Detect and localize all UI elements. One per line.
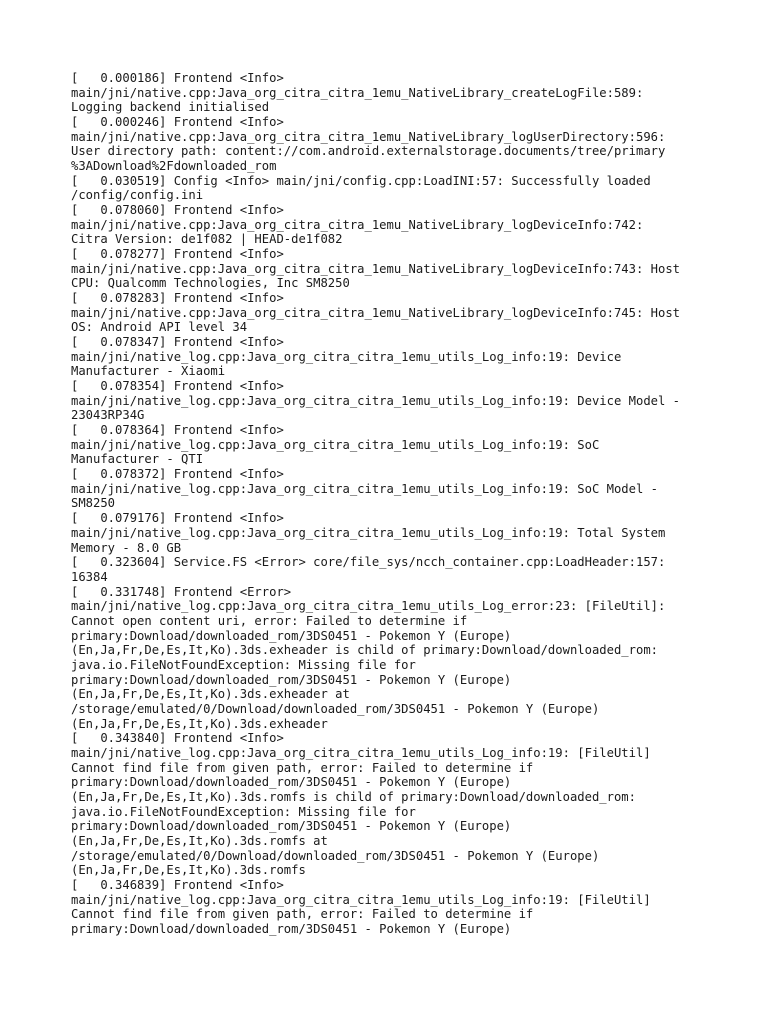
log-line: %3ADownload%2Fdownloaded_rom [71, 159, 277, 174]
log-line: primary:Download/downloaded_rom/3DS0451 - Pokemon Y (Europe) [71, 921, 512, 936]
log-line: main/jni/native.cpp:Java_org_citra_citra_1emu_NativeLibrary_logDeviceInfo:742: [71, 217, 644, 232]
log-line: [ 0.078060] Frontend <Info> [71, 203, 284, 218]
log-line: main/jni/native_log.cpp:Java_org_citra_citra_1emu_utils_Log_info:19: SoC [71, 437, 600, 452]
log-line: main/jni/native_log.cpp:Java_org_citra_citra_1emu_utils_Log_info:19: Device [71, 349, 622, 364]
log-line: main/jni/native.cpp:Java_org_citra_citra_1emu_NativeLibrary_createLogFile:589: [71, 85, 644, 100]
log-text-view[interactable] [71, 71, 711, 937]
log-line: Cannot find file from given path, error: Failed to determine if [71, 907, 534, 922]
log-line: primary:Download/downloaded_rom/3DS0451 - Pokemon Y (Europe) [71, 628, 512, 643]
log-line: Manufacturer - Xiaomi [71, 364, 226, 379]
log-line: [ 0.078347] Frontend <Info> [71, 335, 284, 350]
log-line: java.io.FileNotFoundException: Missing file for [71, 804, 416, 819]
log-line: Citra Version: de1f082 | HEAD-de1f082 [71, 232, 343, 247]
log-line: [ 0.078354] Frontend <Info> [71, 379, 284, 394]
log-line: /config/config.ini [71, 188, 204, 203]
log-line: primary:Download/downloaded_rom/3DS0451 - Pokemon Y (Europe) [71, 775, 512, 790]
log-line: Cannot open content uri, error: Failed to determine if [71, 613, 468, 628]
log-line: SM8250 [71, 496, 116, 511]
log-line: main/jni/native_log.cpp:Java_org_citra_citra_1emu_utils_Log_info:19: SoC Model - [71, 481, 658, 496]
log-line: Cannot find file from given path, error: Failed to determine if [71, 760, 534, 775]
log-line: [ 0.323604] Service.FS <Error> core/file_sys/ncch_container.cpp:LoadHeader:157: [71, 555, 666, 570]
log-line: [ 0.078372] Frontend <Info> [71, 467, 284, 482]
log-line: main/jni/native_log.cpp:Java_org_citra_citra_1emu_utils_Log_info:19: Total System [71, 525, 666, 540]
log-line: (En,Ja,Fr,De,Es,It,Ko).3ds.romfs at [71, 833, 328, 848]
log-line: [ 0.078283] Frontend <Info> [71, 291, 284, 306]
log-line: Logging backend initialised [71, 100, 270, 115]
log-line: java.io.FileNotFoundException: Missing file for [71, 657, 416, 672]
log-line: [ 0.346839] Frontend <Info> [71, 877, 284, 892]
log-line: (En,Ja,Fr,De,Es,It,Ko).3ds.exheader at [71, 687, 350, 702]
log-line: /storage/emulated/0/Download/downloaded_rom/3DS0451 - Pokemon Y (Europe) [71, 701, 600, 716]
log-line: /storage/emulated/0/Download/downloaded_rom/3DS0451 - Pokemon Y (Europe) [71, 848, 600, 863]
log-line: (En,Ja,Fr,De,Es,It,Ko).3ds.exheader is child of primary:Download/downloaded_rom: [71, 643, 658, 658]
log-line: OS: Android API level 34 [71, 320, 248, 335]
log-line: Manufacturer - QTI [71, 452, 204, 467]
log-line: [ 0.000246] Frontend <Info> [71, 115, 284, 130]
log-line: [ 0.078364] Frontend <Info> [71, 423, 284, 438]
log-line: 16384 [71, 569, 108, 584]
log-line: [ 0.331748] Frontend <Error> [71, 584, 292, 599]
log-line: primary:Download/downloaded_rom/3DS0451 - Pokemon Y (Europe) [71, 672, 512, 687]
log-line: main/jni/native_log.cpp:Java_org_citra_citra_1emu_utils_Log_error:23: [FileUtil]: [71, 599, 666, 614]
log-line: (En,Ja,Fr,De,Es,It,Ko).3ds.romfs [71, 863, 306, 878]
log-line: [ 0.078277] Frontend <Info> [71, 247, 284, 262]
log-line: primary:Download/downloaded_rom/3DS0451 - Pokemon Y (Europe) [71, 819, 512, 834]
log-line: main/jni/native_log.cpp:Java_org_citra_citra_1emu_utils_Log_info:19: [FileUtil] [71, 745, 651, 760]
log-line: [ 0.000186] Frontend <Info> [71, 71, 284, 85]
log-line: Memory - 8.0 GB [71, 540, 182, 555]
log-line: CPU: Qualcomm Technologies, Inc SM8250 [71, 276, 350, 291]
log-line: main/jni/native.cpp:Java_org_citra_citra_1emu_NativeLibrary_logDeviceInfo:745: Host [71, 305, 681, 320]
log-line: [ 0.030519] Config <Info> main/jni/config.cpp:LoadINI:57: Successfully loaded [71, 173, 651, 188]
log-line: 23043RP34G [71, 408, 145, 423]
log-line: (En,Ja,Fr,De,Es,It,Ko).3ds.exheader [71, 716, 328, 731]
log-line: (En,Ja,Fr,De,Es,It,Ko).3ds.romfs is child of primary:Download/downloaded_rom: [71, 789, 636, 804]
log-line: [ 0.079176] Frontend <Info> [71, 511, 284, 526]
log-line: [ 0.343840] Frontend <Info> [71, 731, 284, 746]
log-line: main/jni/native.cpp:Java_org_citra_citra_1emu_NativeLibrary_logDeviceInfo:743: Host [71, 261, 681, 276]
log-line: main/jni/native_log.cpp:Java_org_citra_citra_1emu_utils_Log_info:19: [FileUtil] [71, 892, 651, 907]
log-line: main/jni/native_log.cpp:Java_org_citra_citra_1emu_utils_Log_info:19: Device Model - [71, 393, 681, 408]
log-line: main/jni/native.cpp:Java_org_citra_citra_1emu_NativeLibrary_logUserDirectory:596: [71, 129, 666, 144]
log-line: User directory path: content://com.android.externalstorage.documents/tree/primary [71, 144, 666, 159]
